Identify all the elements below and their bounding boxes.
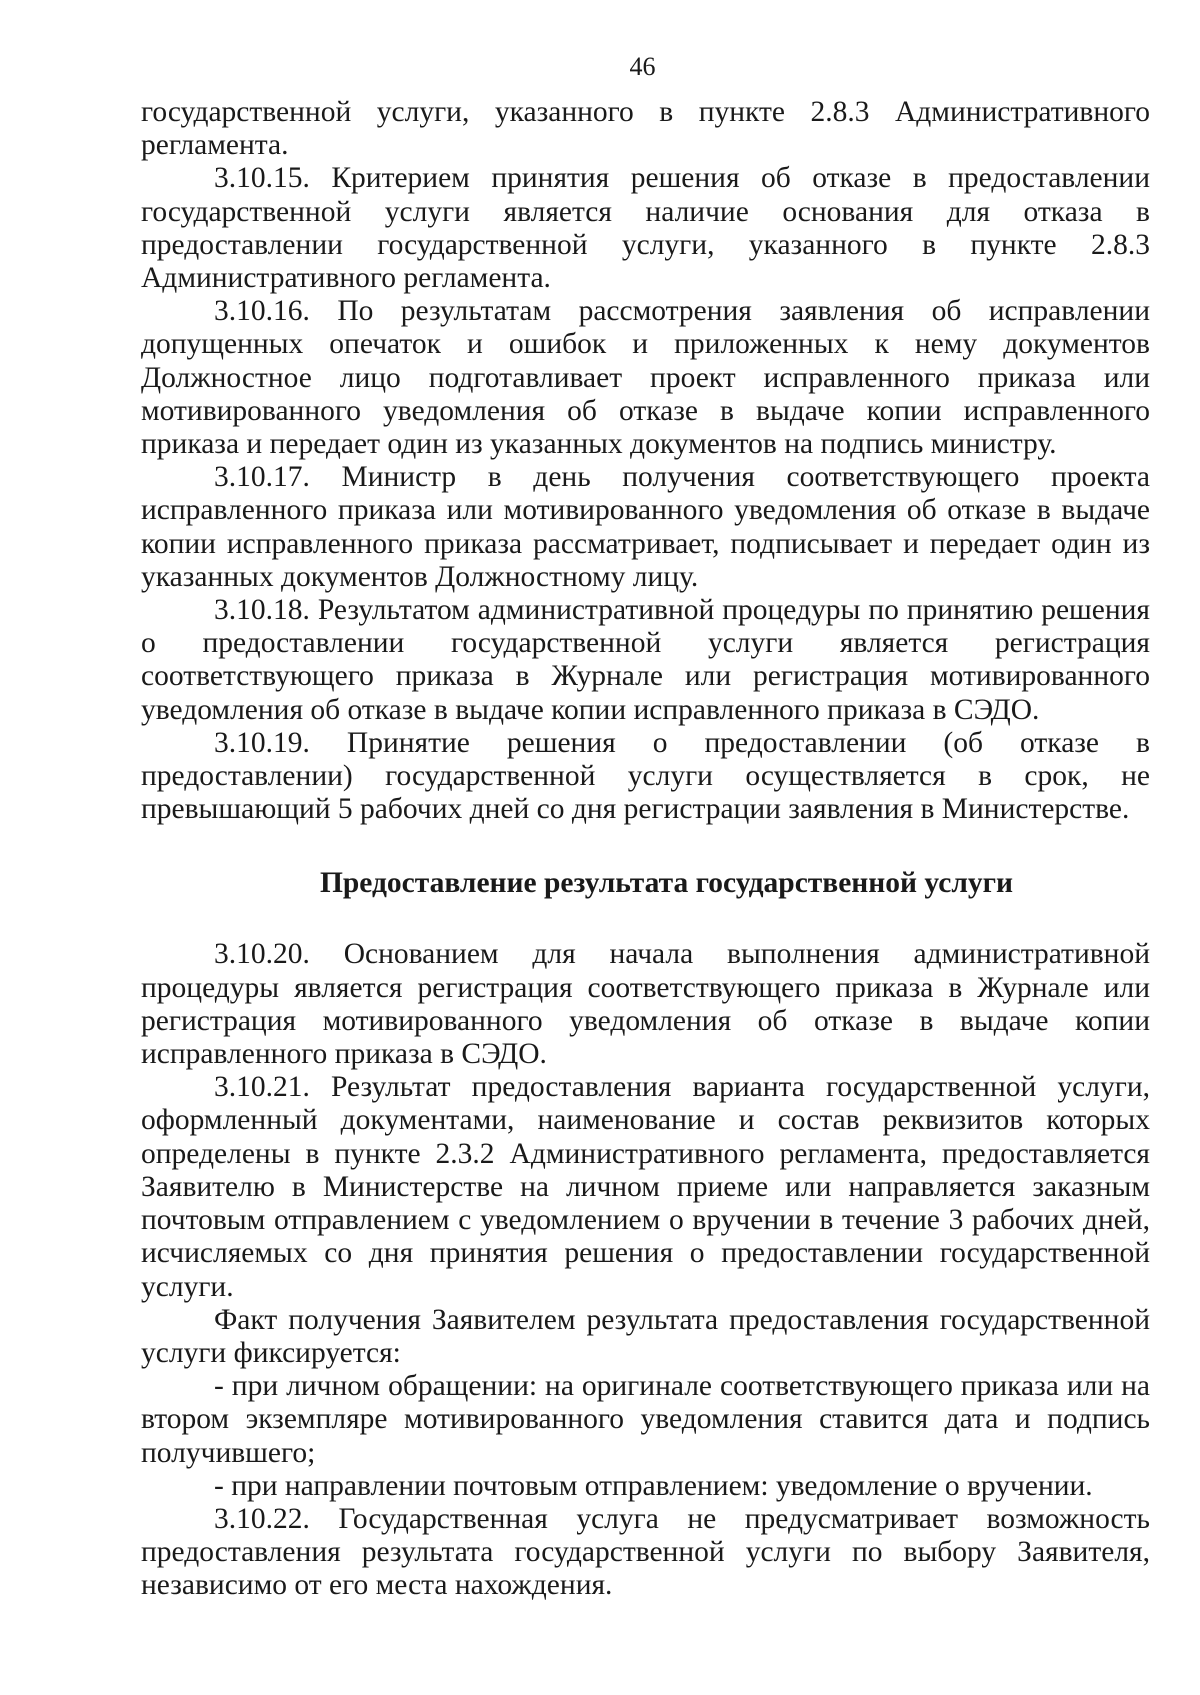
paragraph-fact: Факт получения Заявителем результата предоставления государственной услуги фиксируется: bbox=[141, 1303, 1150, 1369]
list-item-postal: - при направлении почтовым отправлением: уведомление о вручении. bbox=[214, 1469, 1093, 1502]
list-item-personal: - при личном обращении: на оригинале соответствующего приказа или на втором экземпляре мотивированного уведомления ставится дата и подпись получившего; bbox=[141, 1370, 1150, 1469]
paragraph-3-10-18: 3.10.18. Результатом административной процедуры по принятию решения о предоставлении государственной услуги является регистрация соответствующего приказа в Журнале или регистрация мотивированного уведомления об отказе в выдаче копии исправленного приказа в СЭДО. bbox=[141, 594, 1150, 726]
document-body bbox=[141, 96, 1150, 1603]
section-heading: Предоставление результата государственной услуги bbox=[319, 867, 1014, 900]
paragraph-3-10-17: 3.10.17. Министр в день получения соответствующего проекта исправленного приказа или мотивированного уведомления об отказе в выдаче копии исправленного приказа рассматривает, подписывает и передает один из указанных документов Должностному лицу. bbox=[141, 461, 1150, 593]
page-number: 46 bbox=[629, 52, 656, 81]
paragraph-continuation: государственной услуги, указанного в пункте 2.8.3 Административного регламента. bbox=[141, 96, 1150, 162]
paragraph-3-10-15: 3.10.15. Критерием принятия решения об отказе в предоставлении государственной услуги является наличие основания для отказа в предоставлении государственной услуги, указанного в пункте 2.8.3 Административного регламента. bbox=[141, 162, 1150, 295]
paragraph-3-10-21: 3.10.21. Результат предоставления варианта государственной услуги, оформленный документами, наименование и состав реквизитов которых определены в пункте 2.3.2 Административного регламента, предоставляется Заявителю в Министерстве на личном приеме или направляется заказным почтовым отправлением с уведомлением о вручении в течение 3 рабочих дней, исчисляемых со дня принятия решения о предоставлении государственной услуги. bbox=[141, 1071, 1150, 1303]
paragraph-3-10-20: 3.10.20. Основанием для начала выполнения административной процедуры является регистрация соответствующего приказа в Журнале или регистрация мотивированного уведомления об отказе в выдаче копии исправленного приказа в СЭДО. bbox=[141, 938, 1150, 1071]
paragraph-3-10-16: 3.10.16. По результатам рассмотрения заявления об исправлении допущенных опечаток и ошибок и приложенных к нему документов Должностное лицо подготавливает проект исправленного приказа или мотивированного уведомления об отказе в выдаче копии исправленного приказа и передает один из указанных документов на подпись министру. bbox=[141, 295, 1150, 461]
paragraph-3-10-19: 3.10.19. Принятие решения о предоставлении (об отказе в предоставлении) государственной услуги осуществляется в срок, не превышающий 5 рабочих дней со дня регистрации заявления в Министерстве. bbox=[141, 726, 1150, 826]
paragraph-3-10-22: 3.10.22. Государственная услуга не предусматривает возможность предоставления результата государственной услуги по выбору Заявителя, независимо от его места нахождения. bbox=[141, 1502, 1150, 1602]
